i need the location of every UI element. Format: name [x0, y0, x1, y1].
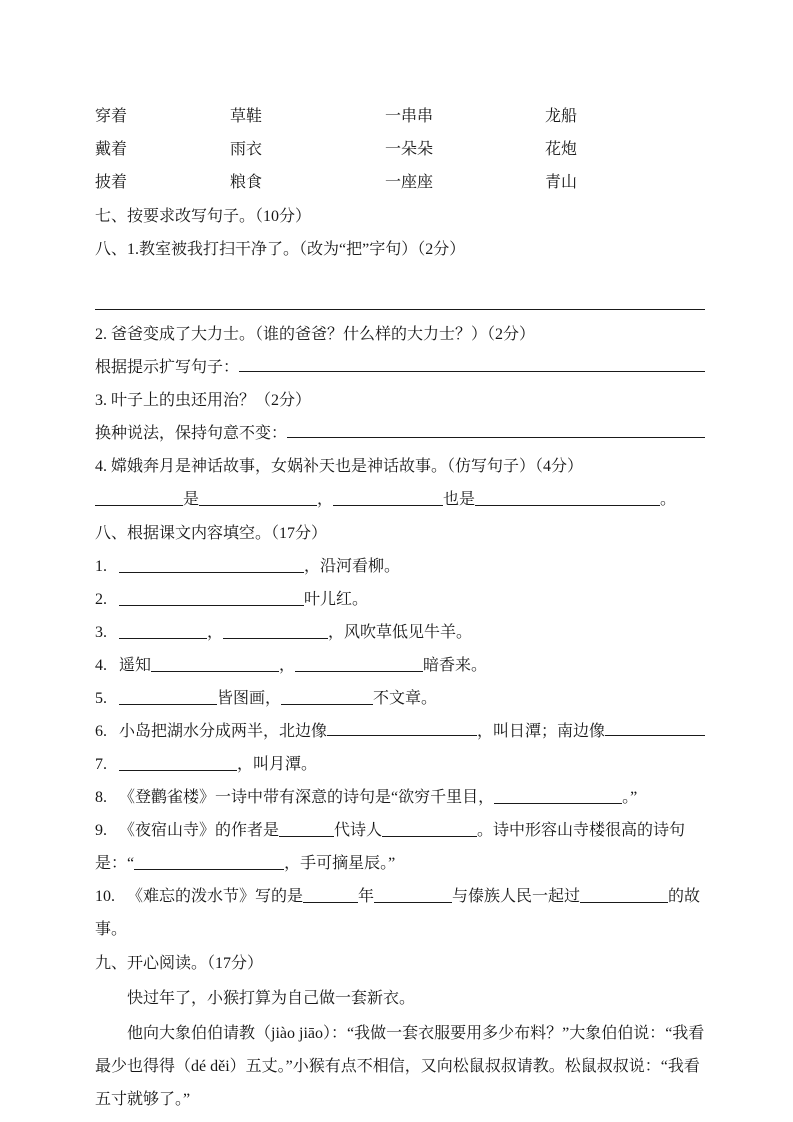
match-cell: 披着	[95, 174, 128, 191]
fill-text: 。诗中形容山寺楼很高的诗句是：“	[95, 822, 686, 872]
match-cell: 花炮	[545, 141, 578, 158]
fill-item-5	[95, 682, 705, 715]
item-number: 7.	[95, 756, 107, 773]
answer-blank	[119, 559, 304, 573]
fill-text: ，	[279, 657, 296, 674]
item-number: 8.	[95, 789, 107, 806]
section-rewrite-title: 七、按要求改写句子。（10分）	[95, 208, 312, 225]
answer-blank	[199, 492, 317, 506]
answer-blank	[303, 889, 358, 903]
item-number: 1.	[95, 558, 107, 575]
item-number: 5.	[95, 690, 107, 707]
answer-blank	[374, 889, 452, 903]
imitation-text: 是	[183, 491, 200, 508]
section-fill-title: 八、根据课文内容填空。（17分）	[95, 525, 328, 542]
fill-item-7	[95, 748, 705, 781]
fill-text: 。”	[622, 789, 638, 806]
match-cell: 一朵朵	[385, 141, 434, 158]
imitation-text: 也是	[443, 491, 476, 508]
fill-text: 与傣族人民一起过	[452, 888, 581, 905]
fill-text: 不文章。	[373, 690, 438, 707]
section-reading-title: 九、开心阅读。（17分）	[95, 955, 264, 972]
fill-item-9	[95, 814, 705, 880]
answer-blank	[295, 658, 423, 672]
fill-text: 《登鹳雀楼》一诗中带有深意的诗句是“欲穷千里目，	[119, 789, 495, 806]
rewrite-answer-4	[95, 483, 705, 516]
rephrase-prompt: 换种说法，保持句意不变：	[95, 425, 288, 442]
fill-text: ，沿河看柳。	[304, 558, 401, 575]
item-number: 9.	[95, 822, 107, 839]
imitation-text: ，	[317, 491, 334, 508]
answer-blank	[223, 625, 328, 639]
answer-rule-line	[95, 266, 705, 310]
answer-blank	[239, 358, 705, 372]
fill-text: ，	[207, 624, 224, 641]
match-cell: 戴着	[95, 141, 128, 158]
imitation-text: 。	[660, 491, 677, 508]
rewrite-question-4: 4. 嫦娥奔月是神话故事，女娲补天也是神话故事。（仿写句子）（4分）	[95, 458, 584, 475]
answer-blank	[279, 823, 334, 837]
answer-blank	[287, 424, 705, 438]
reading-paragraph-1: 快过年了，小猴打算为自己做一套新衣。	[127, 990, 416, 1007]
fill-item-6	[95, 715, 705, 748]
fill-item-1	[95, 550, 705, 583]
fill-text: 代诗人	[334, 822, 383, 839]
answer-blank	[119, 691, 217, 705]
fill-text: 皆图画，	[217, 690, 282, 707]
match-cell: 青山	[545, 174, 578, 191]
rewrite-question-1: 八、1.教室被我打扫干净了。（改为“把”字句）（2分）	[95, 241, 466, 258]
fill-text: 的故事。	[95, 888, 701, 938]
rewrite-question-3: 3. 叶子上的虫还用治？（2分）	[95, 392, 312, 409]
answer-blank	[151, 658, 279, 672]
match-cell: 粮食	[230, 174, 263, 191]
fill-text: 暗香来。	[423, 657, 488, 674]
fill-text: ，手可摘星辰。”	[284, 855, 396, 872]
item-number: 2.	[95, 591, 107, 608]
item-number: 6.	[95, 723, 107, 740]
rewrite-answer-3	[95, 417, 705, 450]
fill-text: 叶儿红。	[304, 591, 369, 608]
answer-blank	[605, 722, 705, 736]
fill-text: 《难忘的泼水节》写的是	[127, 888, 304, 905]
reading-paragraph-2: 他向大象伯伯请教（jiào jiāo）：“我做一套衣服要用多少布料？”大象伯伯说：“我看最少也得得（dé děi）五丈。”小猴有点不相信，又向松鼠叔叔请教。松鼠叔叔说：“我看五寸就够了。”	[95, 1025, 705, 1108]
answer-blank	[119, 625, 207, 639]
match-cell: 龙船	[545, 108, 578, 125]
match-cell: 一串串	[385, 108, 434, 125]
fill-item-2	[95, 583, 705, 616]
item-number: 3.	[95, 624, 107, 641]
match-cell: 雨衣	[230, 141, 263, 158]
answer-blank	[95, 492, 183, 506]
answer-blank	[134, 856, 284, 870]
match-cell: 草鞋	[230, 108, 263, 125]
expand-prompt: 根据提示扩写句子：	[95, 359, 240, 376]
answer-blank	[281, 691, 373, 705]
fill-text: ，叫月潭。	[237, 756, 318, 773]
word-match-table	[95, 100, 705, 199]
fill-item-8	[95, 781, 705, 814]
fill-text: 《夜宿山寺》的作者是	[119, 822, 280, 839]
answer-blank	[333, 492, 443, 506]
match-cell: 穿着	[95, 108, 128, 125]
answer-blank	[580, 889, 668, 903]
fill-text: ，风吹草低见牛羊。	[328, 624, 473, 641]
fill-item-4	[95, 649, 705, 682]
rewrite-question-2: 2. 爸爸变成了大力士。（谁的爸爸？什么样的大力士？）（2分）	[95, 326, 536, 343]
answer-blank	[382, 823, 477, 837]
fill-text: ，叫日潭；南边像	[477, 723, 606, 740]
rewrite-answer-2	[95, 351, 705, 384]
answer-blank	[327, 722, 477, 736]
fill-text: 小岛把湖水分成两半，北边像	[119, 723, 328, 740]
answer-blank	[494, 790, 622, 804]
item-number: 10.	[95, 888, 115, 905]
item-number: 4.	[95, 657, 107, 674]
answer-blank	[119, 757, 237, 771]
answer-blank	[475, 492, 660, 506]
fill-text: 年	[358, 888, 375, 905]
fill-item-10	[95, 880, 705, 946]
answer-blank	[119, 592, 304, 606]
fill-item-3	[95, 616, 705, 649]
match-cell: 一座座	[385, 174, 434, 191]
fill-text: 遥知	[119, 657, 152, 674]
